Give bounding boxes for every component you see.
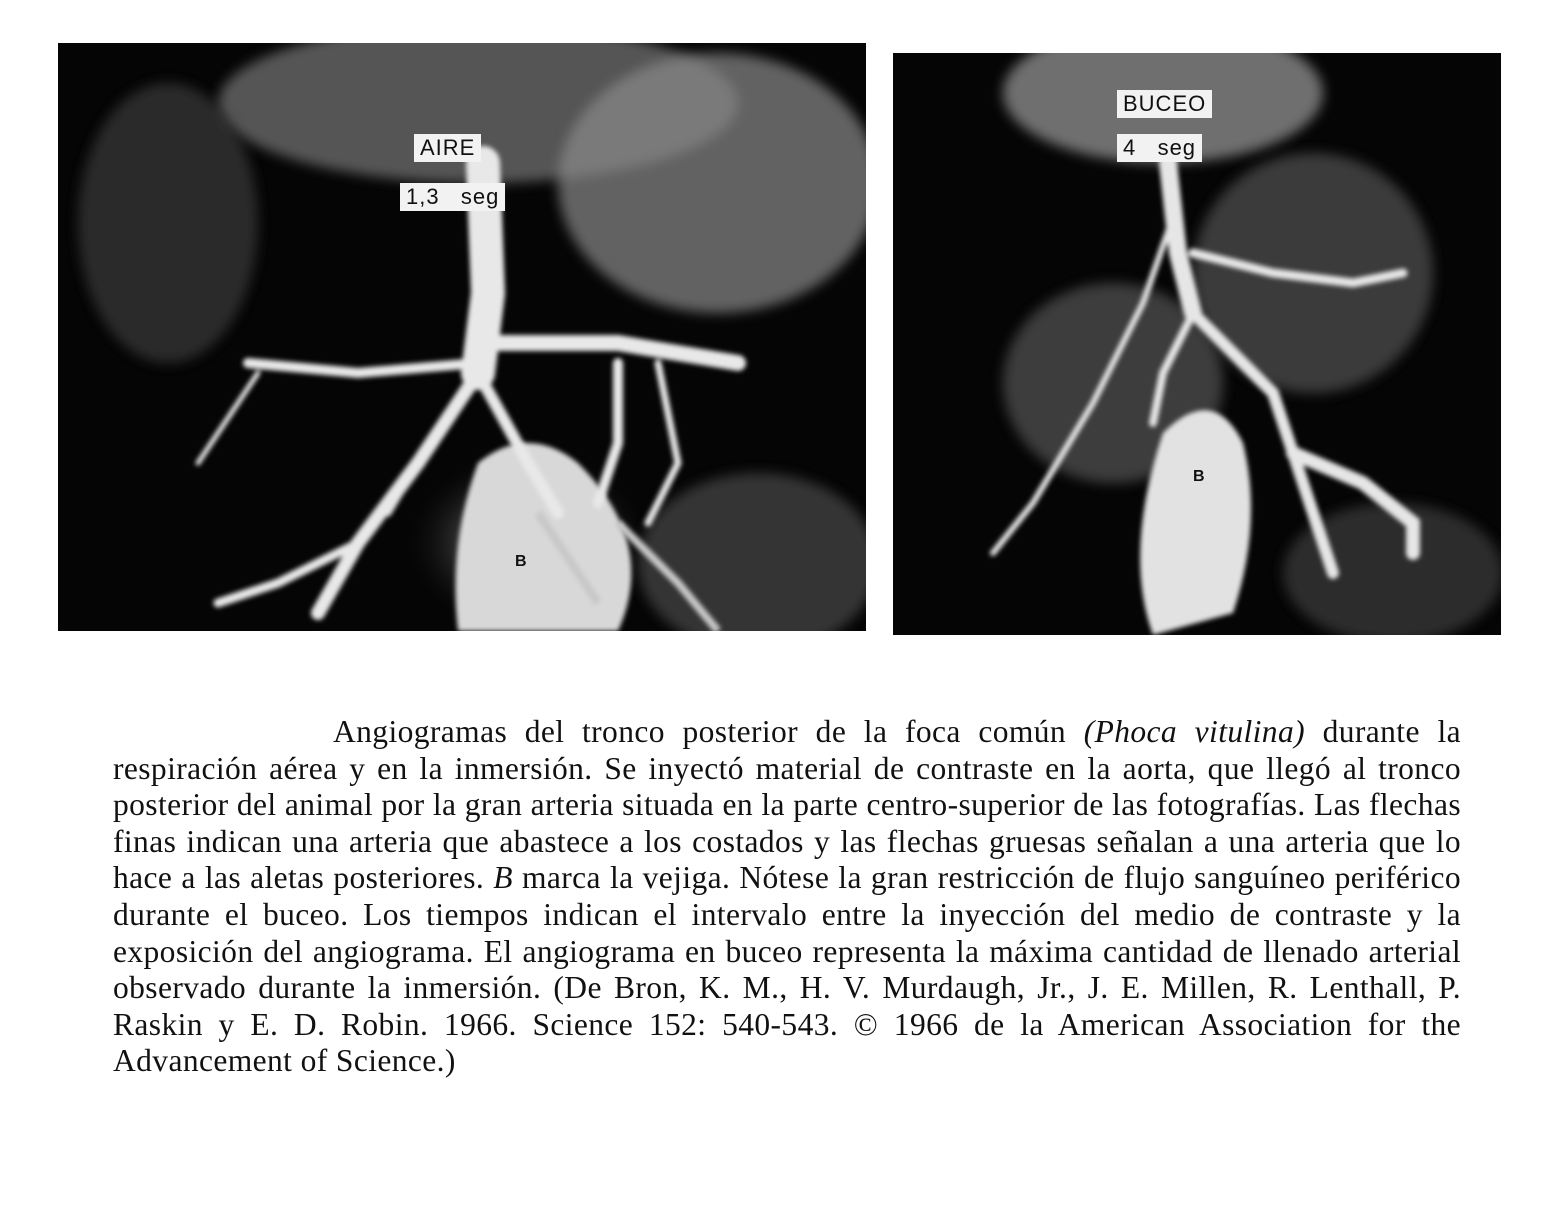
figure-caption [113, 714, 1461, 1080]
caption-part-1: Angiogramas del tronco posterior de la foca común [333, 714, 1084, 749]
angiogram-dive [893, 53, 1501, 635]
dive-condition-label: BUCEO [1117, 90, 1212, 118]
dive-bladder-marker: B [1193, 468, 1205, 485]
caption-bladder-symbol: B [493, 860, 513, 896]
air-condition-label: AIRE [414, 134, 481, 162]
caption-part-2: durante la respiración aérea y en la inmersión. Se inyectó material de contraste en la aorta, que llegó al tronco posterior del animal por la gran arteria situada en la parte centro-superior de las fotografías. Las flechas finas indican una arteria que abastece a los costados y las flechas gruesas señalan a una arteria que lo hace a las aletas posteriores. [113, 714, 1461, 896]
air-time-label: 1,3 seg [400, 183, 505, 211]
air-bladder-marker: B [515, 553, 527, 570]
caption-species: (Phoca vitulina) [1083, 714, 1305, 749]
dive-time-label: 4 seg [1117, 134, 1202, 162]
caption-part-3: marca la vejiga. Nótese la gran restricción de flujo sanguíneo periférico durante el buceo. Los tiempos indican el intervalo entre la inyección del medio de contraste y la exposición del angiograma. El angiograma en buceo representa la máxima cantidad de llenado arterial observado durante la inmersión. (De Bron, K. M., H. V. Murdaugh, Jr., J. E. Millen, R. Lenthall, P. Raskin y E. D. Robin. 1966. Science 152: 540-543. © 1966 de la American Association for the Advancement of Science.) [113, 860, 1461, 1079]
angiogram-air-image [58, 43, 866, 631]
angiogram-air [58, 43, 866, 631]
